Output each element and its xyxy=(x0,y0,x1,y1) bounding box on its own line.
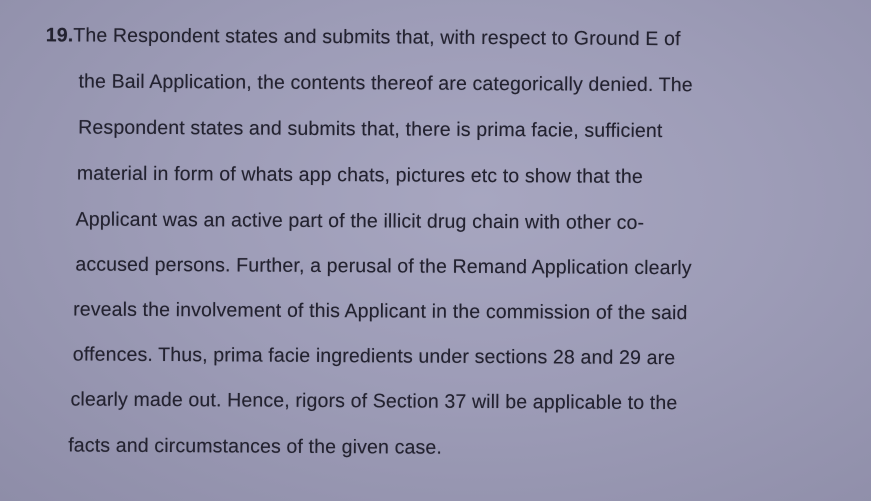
paragraph-line-3: Respondent states and submits that, there is prima facie, sufficient xyxy=(78,116,663,143)
paragraph-number: 19. xyxy=(45,24,74,47)
paragraph-line-2: the Bail Application, the contents thereof are categorically denied. The xyxy=(78,70,693,97)
paragraph-line-1 xyxy=(46,24,681,51)
paragraph-text-line: The Respondent states and submits that, with respect to Ground E of xyxy=(73,24,681,51)
paragraph-line-7: reveals the involvement of this Applicant in the commission of the said xyxy=(73,298,688,325)
paragraph-line-4: material in form of whats app chats, pictures etc to show that the xyxy=(76,162,643,188)
paragraph-line-8: offences. Thus, prima facie ingredients under sections 28 and 29 are xyxy=(72,343,676,370)
paragraph-line-5: Applicant was an active part of the illicit drug chain with other co- xyxy=(75,208,645,234)
paragraph-line-6: accused persons. Further, a perusal of the Remand Application clearly xyxy=(75,253,692,280)
paragraph-line-10: facts and circumstances of the given case. xyxy=(68,434,443,459)
paragraph-line-9: clearly made out. Hence, rigors of Section 37 will be applicable to the xyxy=(70,388,678,415)
